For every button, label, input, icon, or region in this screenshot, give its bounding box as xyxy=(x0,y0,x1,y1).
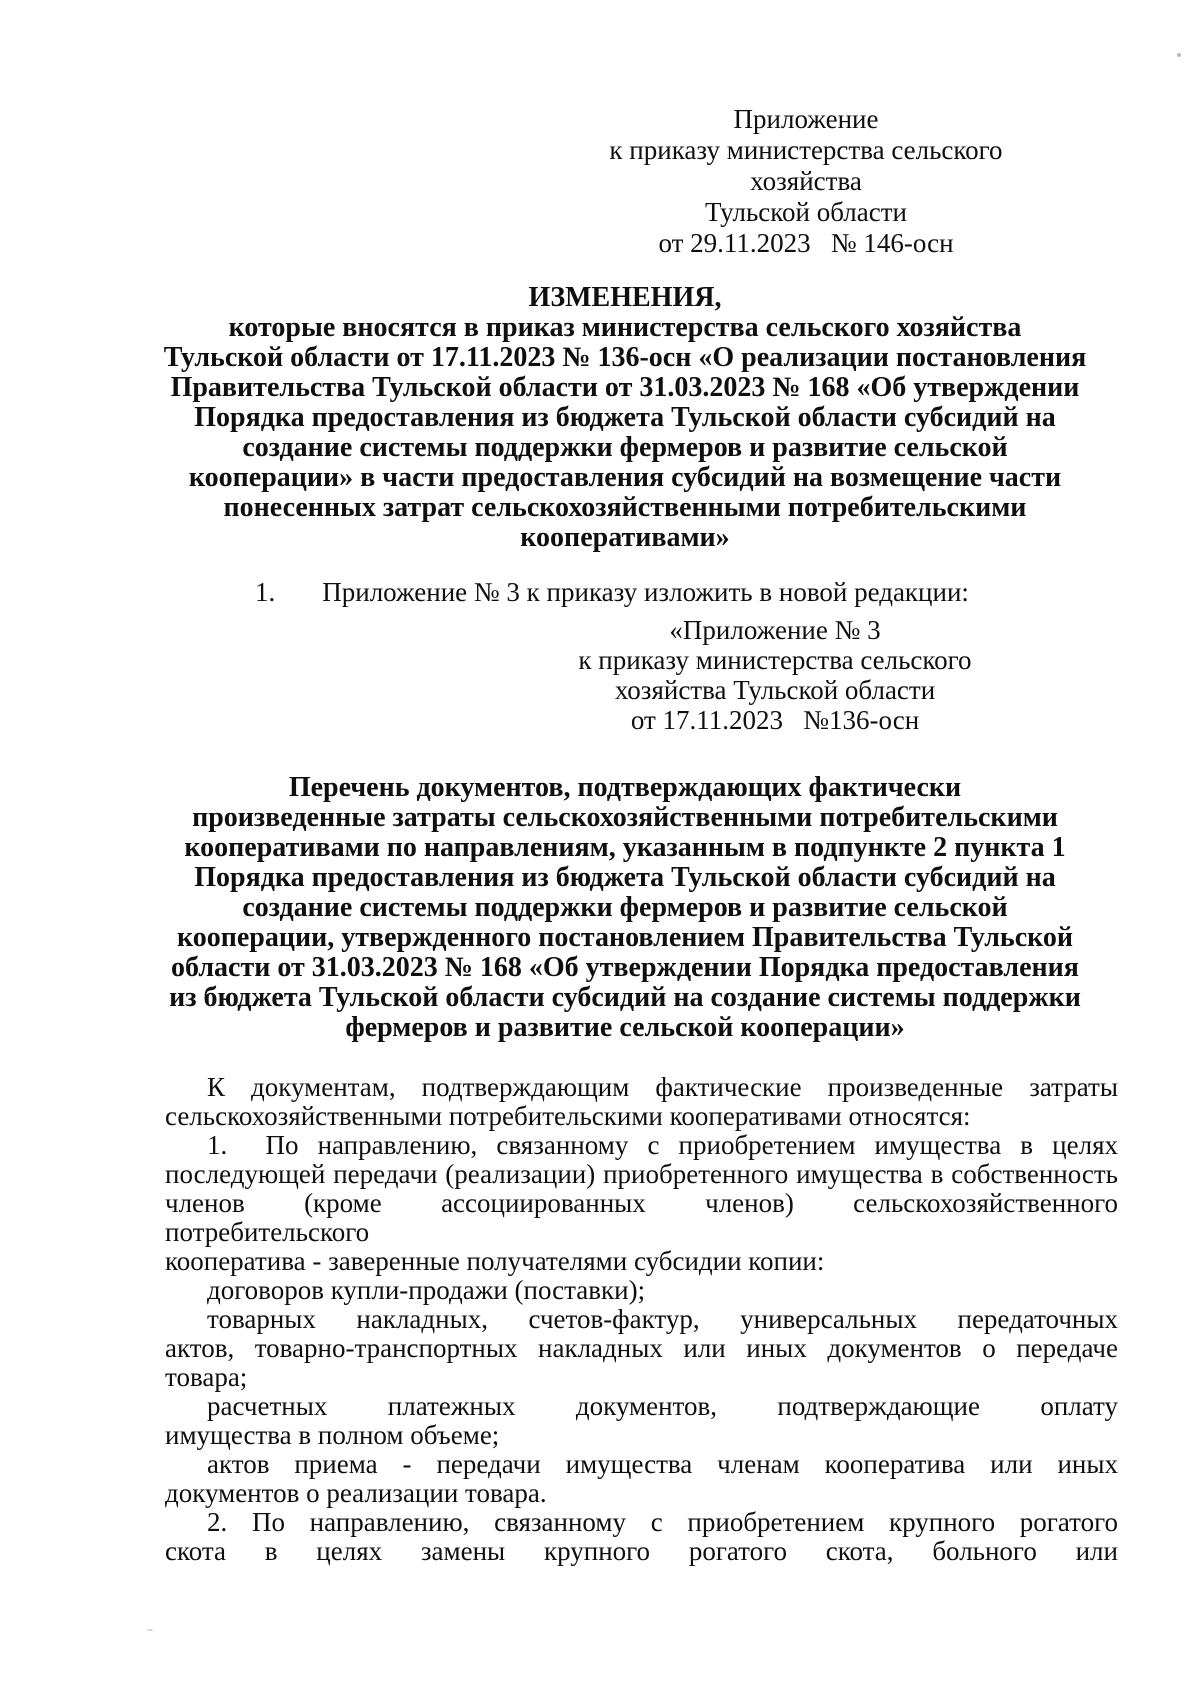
annex3-reference-block xyxy=(455,615,1095,735)
heading-line: области от 31.03.2023 № 168 «Об утверждении Порядка предоставления xyxy=(171,952,1079,983)
heading-line: кооперативами по направлениям, указанным в подпункте 2 пункта 1 xyxy=(184,832,1066,863)
body-line: членов (кроме ассоциированных членов) сельскохозяйственного потребительского xyxy=(165,1188,1118,1247)
title-line: Правительства Тульской области от 31.03.2023 № 168 «Об утверждении xyxy=(170,372,1080,403)
title-line: кооперативами» xyxy=(520,522,730,553)
heading-line: Порядка предоставления из бюджета Тульской области субсидий на xyxy=(194,862,1056,893)
body-line: кооператива - заверенные получателями субсидии копии: xyxy=(165,1246,825,1276)
title-line: создание системы поддержки фермеров и развитие сельской xyxy=(242,432,1008,463)
heading-line: кооперации, утвержденного постановлением Правительства Тульской xyxy=(176,922,1074,953)
annex-reference-line: к приказу министерства сельского хозяйства xyxy=(609,135,1003,196)
heading-line: фермеров и развитие сельской кооперации» xyxy=(345,1012,905,1043)
document-body xyxy=(165,1073,1118,1566)
document-list-heading xyxy=(125,773,1125,1043)
body-line: 2. По направлению, связанному с приобретением крупного рогатого xyxy=(207,1507,1118,1537)
annex-reference-line: Тульской области xyxy=(705,197,907,227)
title-line: понесенных затрат сельскохозяйственными потребительскими xyxy=(223,492,1027,523)
item-text: Приложение № 3 к приказу изложить в новой редакции: xyxy=(322,577,969,607)
body-line: актов, товарно-транспортных накладных или иных документов о передаче xyxy=(165,1333,1118,1363)
body-line: К документам, подтверждающим фактические произведенные затраты xyxy=(207,1072,1118,1102)
title-line: Тульской области от 17.11.2023 № 136-осн «О реализации постановления xyxy=(163,342,1087,373)
scan-speck xyxy=(147,1629,153,1631)
heading-line: создание системы поддержки фермеров и развитие сельской xyxy=(242,892,1008,923)
annex3-reference-line: к приказу министерства сельского xyxy=(578,645,972,675)
body-line: расчетных платежных документов, подтверждающие оплату xyxy=(207,1391,1118,1421)
heading-line: Перечень документов, подтверждающих фактически xyxy=(288,772,962,803)
scan-speck xyxy=(1177,53,1181,57)
document-title xyxy=(125,283,1125,553)
heading-line: произведенные затраты сельскохозяйственными потребительскими xyxy=(192,802,1058,833)
heading-line: из бюджета Тульской области субсидий на создание системы поддержки xyxy=(169,982,1081,1013)
annex3-reference-line: хозяйства Тульской области xyxy=(614,675,936,705)
annex-reference-block xyxy=(600,104,1012,259)
body-line: документов о реализации товара. xyxy=(165,1478,547,1508)
title-line: кооперации» в части предоставления субсидий на возмещение части xyxy=(188,462,1062,493)
annex-reference-line: Приложение xyxy=(733,104,879,134)
body-line: последующей передачи (реализации) приобретенного имущества в собственность xyxy=(165,1159,1118,1189)
item-number: 1. xyxy=(255,577,276,607)
body-line: актов приема - передачи имущества членам кооператива или иных xyxy=(207,1449,1118,1479)
annex-reference-line: от 29.11.2023 № 146-осн xyxy=(658,228,954,258)
title-line: которые вносятся в приказ министерства сельского хозяйства xyxy=(228,312,1022,343)
annex3-reference-line: от 17.11.2023 №136-осн xyxy=(630,705,920,735)
title-line: ИЗМЕНЕНИЯ, xyxy=(528,282,722,313)
body-line: товара; xyxy=(165,1362,248,1392)
body-line: имущества в полном объеме; xyxy=(165,1420,500,1450)
body-line: сельскохозяйственными потребительскими кооперативами относятся: xyxy=(165,1101,971,1131)
annex3-reference-line: «Приложение № 3 xyxy=(669,615,881,645)
body-line: договоров купли-продажи (поставки); xyxy=(207,1275,646,1305)
body-line: товарных накладных, счетов-фактур, универсальных передаточных xyxy=(207,1304,1118,1334)
title-line: Порядка предоставления из бюджета Тульской области субсидий на xyxy=(194,402,1056,433)
body-line: скота в целях замены крупного рогатого скота, больного или xyxy=(165,1536,1118,1566)
body-line: 1. По направлению, связанному с приобретением имущества в целях xyxy=(207,1130,1118,1160)
amendment-item-1 xyxy=(165,577,1118,607)
